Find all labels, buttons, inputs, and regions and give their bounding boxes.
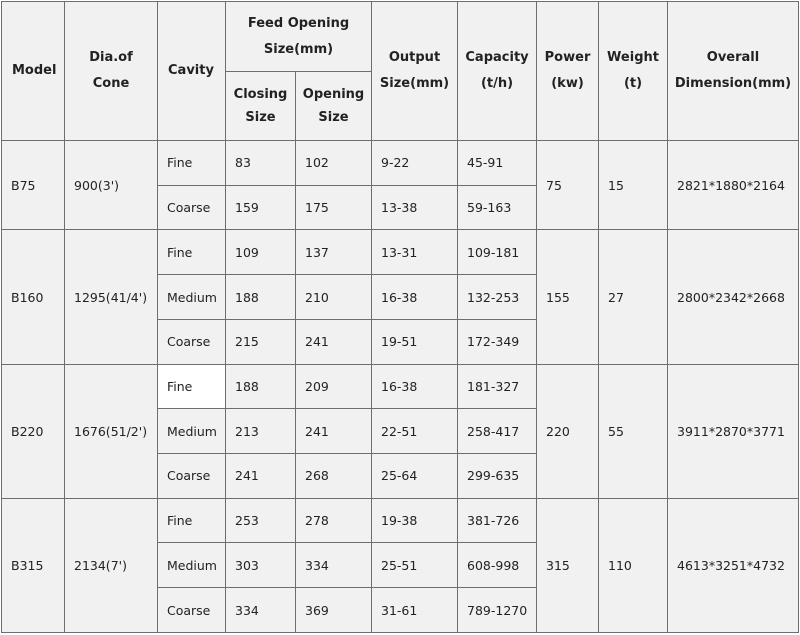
table-row: [2, 141, 799, 186]
output-size-cell: 16-38: [372, 275, 458, 320]
dimension-cell: 2821*1880*2164: [668, 141, 799, 230]
cavity-cell: Coarse: [158, 454, 226, 499]
cavity-cell: Fine: [158, 364, 226, 409]
cavity-cell: Medium: [158, 275, 226, 320]
dimension-cell: 3911*2870*3771: [668, 364, 799, 498]
model-cell: B315: [2, 498, 65, 632]
closing-size-cell: 241: [226, 454, 296, 499]
dia-cell: 900(3'): [65, 141, 158, 230]
weight-cell: 55: [599, 364, 668, 498]
capacity-cell: 381-726: [458, 498, 537, 543]
capacity-cell: 132-253: [458, 275, 537, 320]
weight-cell: 27: [599, 230, 668, 364]
output-size-cell: 19-38: [372, 498, 458, 543]
closing-size-cell: 253: [226, 498, 296, 543]
cavity-cell: Coarse: [158, 588, 226, 633]
model-cell: B160: [2, 230, 65, 364]
header-overall-dimension: Overall Dimension(mm): [668, 2, 799, 141]
capacity-cell: 181-327: [458, 364, 537, 409]
header-weight: Weight (t): [599, 2, 668, 141]
cavity-cell: Coarse: [158, 319, 226, 364]
capacity-cell: 45-91: [458, 141, 537, 186]
capacity-cell: 59-163: [458, 185, 537, 230]
cavity-cell: Fine: [158, 230, 226, 275]
output-size-cell: 19-51: [372, 319, 458, 364]
header-dia-of-cone: Dia.of Cone: [65, 2, 158, 141]
header-power: Power (kw): [537, 2, 599, 141]
table-header: [2, 2, 799, 141]
opening-size-cell: 209: [296, 364, 372, 409]
capacity-cell: 608-998: [458, 543, 537, 588]
capacity-cell: 109-181: [458, 230, 537, 275]
closing-size-cell: 215: [226, 319, 296, 364]
cavity-cell: Fine: [158, 141, 226, 186]
output-size-cell: 13-31: [372, 230, 458, 275]
closing-size-cell: 303: [226, 543, 296, 588]
header-opening-size: Opening Size: [296, 72, 372, 141]
cavity-cell: Medium: [158, 543, 226, 588]
dimension-cell: 4613*3251*4732: [668, 498, 799, 632]
table-row: [2, 230, 799, 275]
output-size-cell: 16-38: [372, 364, 458, 409]
opening-size-cell: 241: [296, 319, 372, 364]
capacity-cell: 258-417: [458, 409, 537, 454]
capacity-cell: 172-349: [458, 319, 537, 364]
table-body: [2, 141, 799, 633]
opening-size-cell: 210: [296, 275, 372, 320]
power-cell: 155: [537, 230, 599, 364]
output-size-cell: 31-61: [372, 588, 458, 633]
closing-size-cell: 188: [226, 275, 296, 320]
weight-cell: 110: [599, 498, 668, 632]
table-row: [2, 364, 799, 409]
header-capacity: Capacity (t/h): [458, 2, 537, 141]
header-cavity: Cavity: [158, 2, 226, 141]
power-cell: 315: [537, 498, 599, 632]
header-closing-size: Closing Size: [226, 72, 296, 141]
closing-size-cell: 188: [226, 364, 296, 409]
opening-size-cell: 369: [296, 588, 372, 633]
opening-size-cell: 175: [296, 185, 372, 230]
closing-size-cell: 109: [226, 230, 296, 275]
output-size-cell: 25-51: [372, 543, 458, 588]
power-cell: 75: [537, 141, 599, 230]
output-size-cell: 13-38: [372, 185, 458, 230]
capacity-cell: 789-1270: [458, 588, 537, 633]
output-size-cell: 9-22: [372, 141, 458, 186]
header-feed-opening-size: Feed Opening Size(mm): [226, 2, 372, 72]
closing-size-cell: 159: [226, 185, 296, 230]
dimension-cell: 2800*2342*2668: [668, 230, 799, 364]
model-cell: B75: [2, 141, 65, 230]
weight-cell: 15: [599, 141, 668, 230]
opening-size-cell: 268: [296, 454, 372, 499]
closing-size-cell: 213: [226, 409, 296, 454]
closing-size-cell: 83: [226, 141, 296, 186]
cone-crusher-spec-table: [1, 1, 799, 633]
cavity-cell: Coarse: [158, 185, 226, 230]
header-model: Model: [2, 2, 65, 141]
capacity-cell: 299-635: [458, 454, 537, 499]
dia-cell: 1295(41/4'): [65, 230, 158, 364]
table-row: [2, 498, 799, 543]
cavity-cell: Fine: [158, 498, 226, 543]
model-cell: B220: [2, 364, 65, 498]
opening-size-cell: 278: [296, 498, 372, 543]
power-cell: 220: [537, 364, 599, 498]
opening-size-cell: 241: [296, 409, 372, 454]
opening-size-cell: 334: [296, 543, 372, 588]
header-output-size: Output Size(mm): [372, 2, 458, 141]
output-size-cell: 22-51: [372, 409, 458, 454]
cavity-cell: Medium: [158, 409, 226, 454]
opening-size-cell: 137: [296, 230, 372, 275]
output-size-cell: 25-64: [372, 454, 458, 499]
opening-size-cell: 102: [296, 141, 372, 186]
dia-cell: 2134(7'): [65, 498, 158, 632]
dia-cell: 1676(51/2'): [65, 364, 158, 498]
closing-size-cell: 334: [226, 588, 296, 633]
